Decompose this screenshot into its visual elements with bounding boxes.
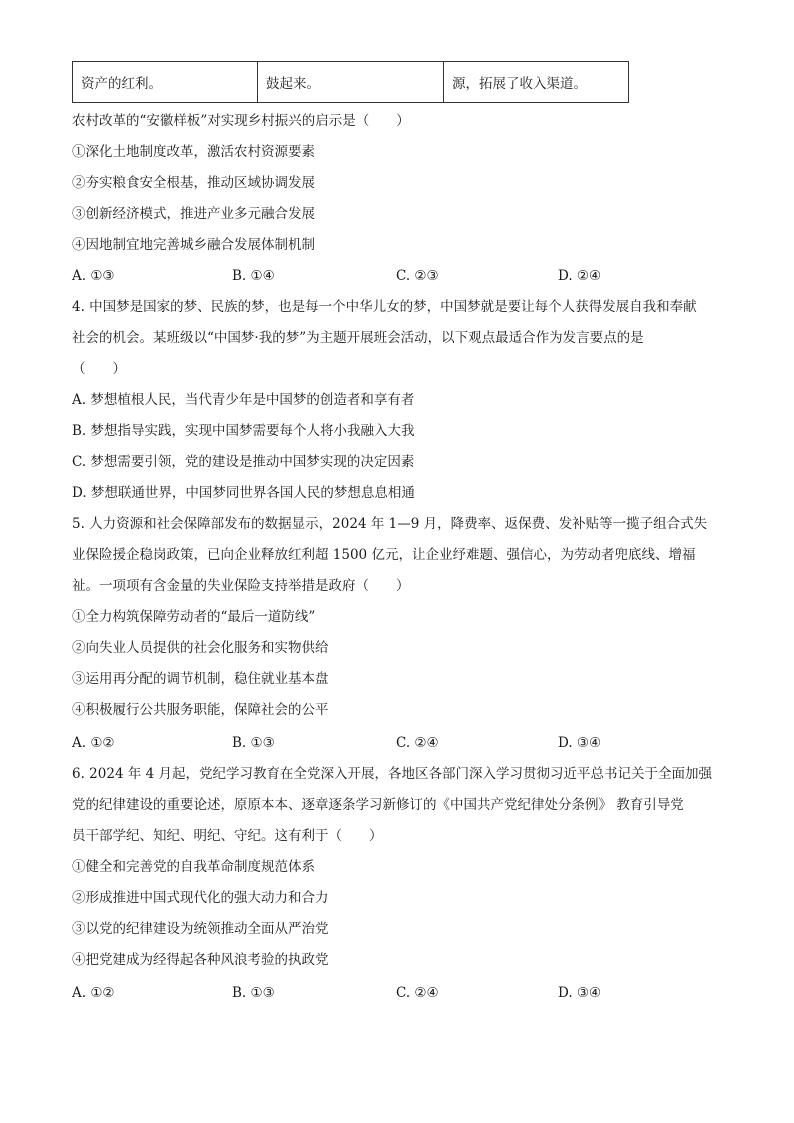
option-d[interactable]: D. ③④ bbox=[558, 735, 602, 751]
table-cell: 鼓起来。 bbox=[258, 62, 444, 103]
question-6-item-2: ②形成推进中国式现代化的强大动力和合力 bbox=[72, 890, 329, 906]
option-a[interactable]: A. ①② bbox=[72, 735, 115, 751]
question-5-item-2: ②向失业人员提供的社会化服务和实物供给 bbox=[72, 640, 329, 656]
question-3-options bbox=[72, 267, 722, 285]
question-6-stem-line-3: 员干部学纪、知纪、明纪、守纪。这有利于（ ） bbox=[72, 828, 383, 844]
question-6-stem-line-2: 党的纪律建设的重要论述，原原本本、逐章逐条学习新修订的《中国共产党纪律处分条例》 教育引导党 bbox=[72, 797, 684, 813]
question-5-item-4: ④积极履行公共服务职能，保障社会的公平 bbox=[72, 702, 329, 718]
table-cell: 资产的红利。 bbox=[73, 62, 258, 103]
question-5-item-3: ③运用再分配的调节机制，稳住就业基本盘 bbox=[72, 671, 329, 687]
option-d[interactable]: D. ③④ bbox=[558, 985, 602, 1001]
question-6-item-4: ④把党建成为经得起各种风浪考验的执政党 bbox=[72, 952, 329, 968]
question-6-item-3: ③以党的纪律建设为统领推动全面从严治党 bbox=[72, 921, 329, 937]
question-4-stem-line-2: 社会的机会。某班级以“中国梦·我的梦”为主题开展班会活动，以下观点最适合作为发言要点的是 bbox=[72, 330, 644, 346]
question-3-item-3: ③创新经济模式，推进产业多元融合发展 bbox=[72, 206, 315, 222]
question-5-item-1: ①全力构筑保障劳动者的“最后一道防线” bbox=[72, 609, 316, 625]
table-row bbox=[73, 62, 629, 103]
option-b[interactable]: B. ①③ bbox=[232, 985, 275, 1001]
question-4-choice-c[interactable]: C. 梦想需要引领，党的建设是推动中国梦实现的决定因素 bbox=[72, 454, 415, 470]
question-4-choice-a[interactable]: A. 梦想植根人民，当代青少年是中国梦的创造者和享有者 bbox=[72, 392, 415, 408]
option-a[interactable]: A. ①② bbox=[72, 985, 115, 1001]
question-3-item-1: ①深化土地制度改革，激活农村资源要素 bbox=[72, 144, 315, 160]
option-c[interactable]: C. ②③ bbox=[396, 268, 439, 284]
question-6-options bbox=[72, 984, 722, 1002]
question-4-stem-line-1: 4. 中国梦是国家的梦、民族的梦，也是每一个中华儿女的梦，中国梦就是要让每个人获得发展自我和奉献 bbox=[72, 299, 697, 315]
option-c[interactable]: C. ②④ bbox=[396, 735, 439, 751]
question-4-choice-d[interactable]: D. 梦想联通世界，中国梦同世界各国人民的梦想息息相通 bbox=[72, 485, 415, 501]
question-3-item-4: ④因地制宜地完善城乡融合发展体制机制 bbox=[72, 237, 315, 253]
question-3-stem: 农村改革的“安徽样板”对实现乡村振兴的启示是（ ） bbox=[72, 113, 410, 129]
question-5-options bbox=[72, 734, 722, 752]
option-c[interactable]: C. ②④ bbox=[396, 985, 439, 1001]
table-cell: 源，拓展了收入渠道。 bbox=[444, 62, 629, 103]
question-4-stem-line-3: （ ） bbox=[72, 361, 126, 377]
option-a[interactable]: A. ①③ bbox=[72, 268, 115, 284]
question-5-stem-line-1: 5. 人力资源和社会保障部发布的数据显示，2024 年 1—9 月，降费率、返保费、发补贴等一揽子组合式失 bbox=[72, 516, 708, 532]
question-5-stem-line-3: 祉。一项项有含金量的失业保险支持举措是政府（ ） bbox=[72, 578, 410, 594]
option-b[interactable]: B. ①③ bbox=[232, 735, 275, 751]
comparison-table-fragment bbox=[72, 61, 629, 103]
option-b[interactable]: B. ①④ bbox=[232, 268, 275, 284]
question-6-stem-line-1: 6. 2024 年 4 月起，党纪学习教育在全党深入开展，各地区各部门深入学习贯彻习近平总书记关于全面加强 bbox=[72, 766, 712, 782]
question-4-choice-b[interactable]: B. 梦想指导实践，实现中国梦需要每个人将小我融入大我 bbox=[72, 423, 415, 439]
question-6-item-1: ①健全和完善党的自我革命制度规范体系 bbox=[72, 859, 315, 875]
question-5-stem-line-2: 业保险援企稳岗政策，已向企业释放红利超 1500 亿元，让企业纾难题、强信心，为劳动者兜底线、增福 bbox=[72, 547, 696, 563]
question-3-item-2: ②夯实粮食安全根基，推动区域协调发展 bbox=[72, 175, 315, 191]
option-d[interactable]: D. ②④ bbox=[558, 268, 602, 284]
